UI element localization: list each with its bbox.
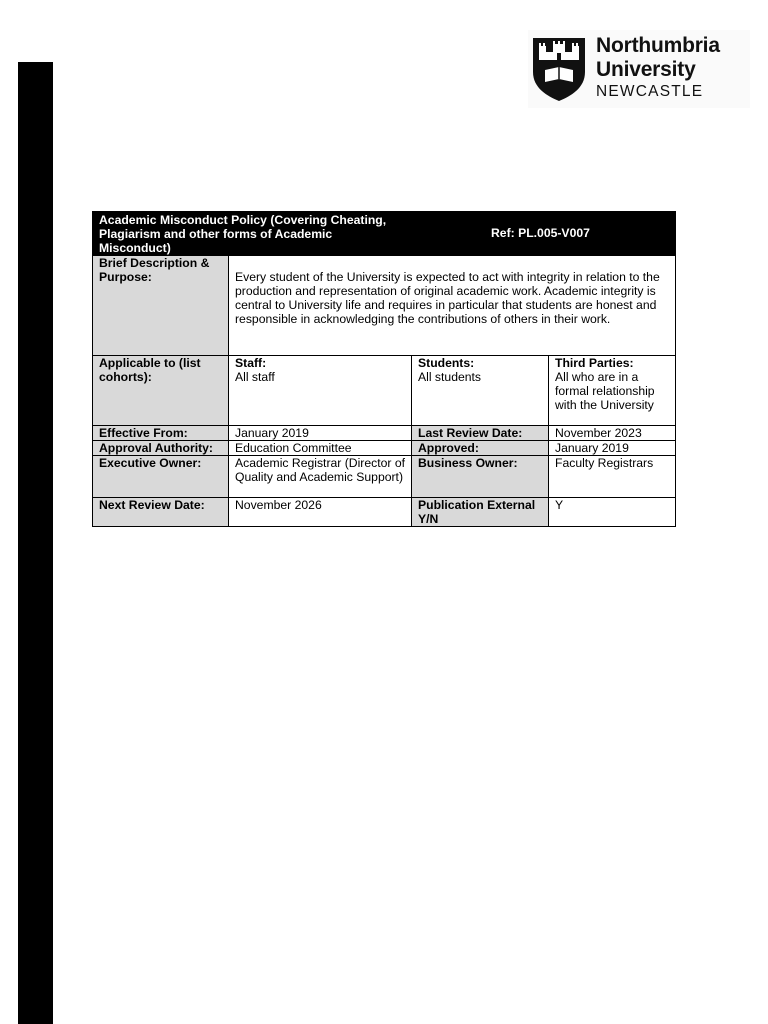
logo-line-newcastle: NEWCASTLE [596, 83, 704, 100]
applicable-label: Applicable to (list cohorts): [93, 356, 229, 426]
last-review-value: November 2023 [549, 426, 676, 441]
approval-authority-value: Education Committee [229, 441, 412, 456]
owner-row [93, 456, 676, 498]
university-crest-icon [531, 36, 587, 102]
effective-label: Effective From: [93, 426, 229, 441]
policy-header-cell [93, 212, 676, 256]
third-parties-cell [549, 356, 676, 426]
third-parties-value: All who are in a formal relationship with the University [555, 370, 655, 412]
next-review-value: November 2026 [229, 498, 412, 527]
students-value: All students [418, 370, 482, 384]
executive-owner-label: Executive Owner: [93, 456, 229, 498]
review-row [93, 498, 676, 527]
effective-value: January 2019 [229, 426, 412, 441]
students-cell [412, 356, 549, 426]
staff-value: All staff [235, 370, 275, 384]
applicable-row [93, 356, 676, 426]
northumbria-logo [528, 30, 750, 108]
logo-line-university: University [596, 58, 696, 81]
brief-label: Brief Description & Purpose: [93, 256, 229, 356]
staff-label: Staff: [235, 356, 267, 370]
approved-label: Approved: [412, 441, 549, 456]
brief-text: Every student of the University is expected to act with integrity in relation to the production and representation of original academic work. Academic integrity is central to University life and requires in particular that students are honest and responsible in acknowledging the contributions of others in their work. [229, 256, 676, 356]
left-margin-bar [18, 62, 53, 1024]
approved-value: January 2019 [549, 441, 676, 456]
logo-wordmark [596, 34, 720, 102]
approval-row [93, 441, 676, 456]
brief-row [93, 256, 676, 356]
policy-title: Academic Misconduct Policy (Covering Cheating, Plagiarism and other forms of Academic Misconduct) [99, 213, 387, 255]
business-owner-label: Business Owner: [412, 456, 549, 498]
business-owner-value: Faculty Registrars [549, 456, 676, 498]
policy-ref: Ref: PL.005-V007 [491, 226, 590, 240]
executive-owner-value: Academic Registrar (Director of Quality and Academic Support) [229, 456, 412, 498]
students-label: Students: [418, 356, 475, 370]
publication-label: Publication External Y/N [412, 498, 549, 527]
third-parties-label: Third Parties: [555, 356, 634, 370]
next-review-label: Next Review Date: [93, 498, 229, 527]
policy-info-table [92, 211, 676, 527]
publication-value: Y [549, 498, 676, 527]
policy-header-row [93, 212, 676, 256]
last-review-label: Last Review Date: [412, 426, 549, 441]
effective-row [93, 426, 676, 441]
approval-authority-label: Approval Authority: [93, 441, 229, 456]
logo-line-northumbria: Northumbria [596, 34, 720, 57]
staff-cell [229, 356, 412, 426]
